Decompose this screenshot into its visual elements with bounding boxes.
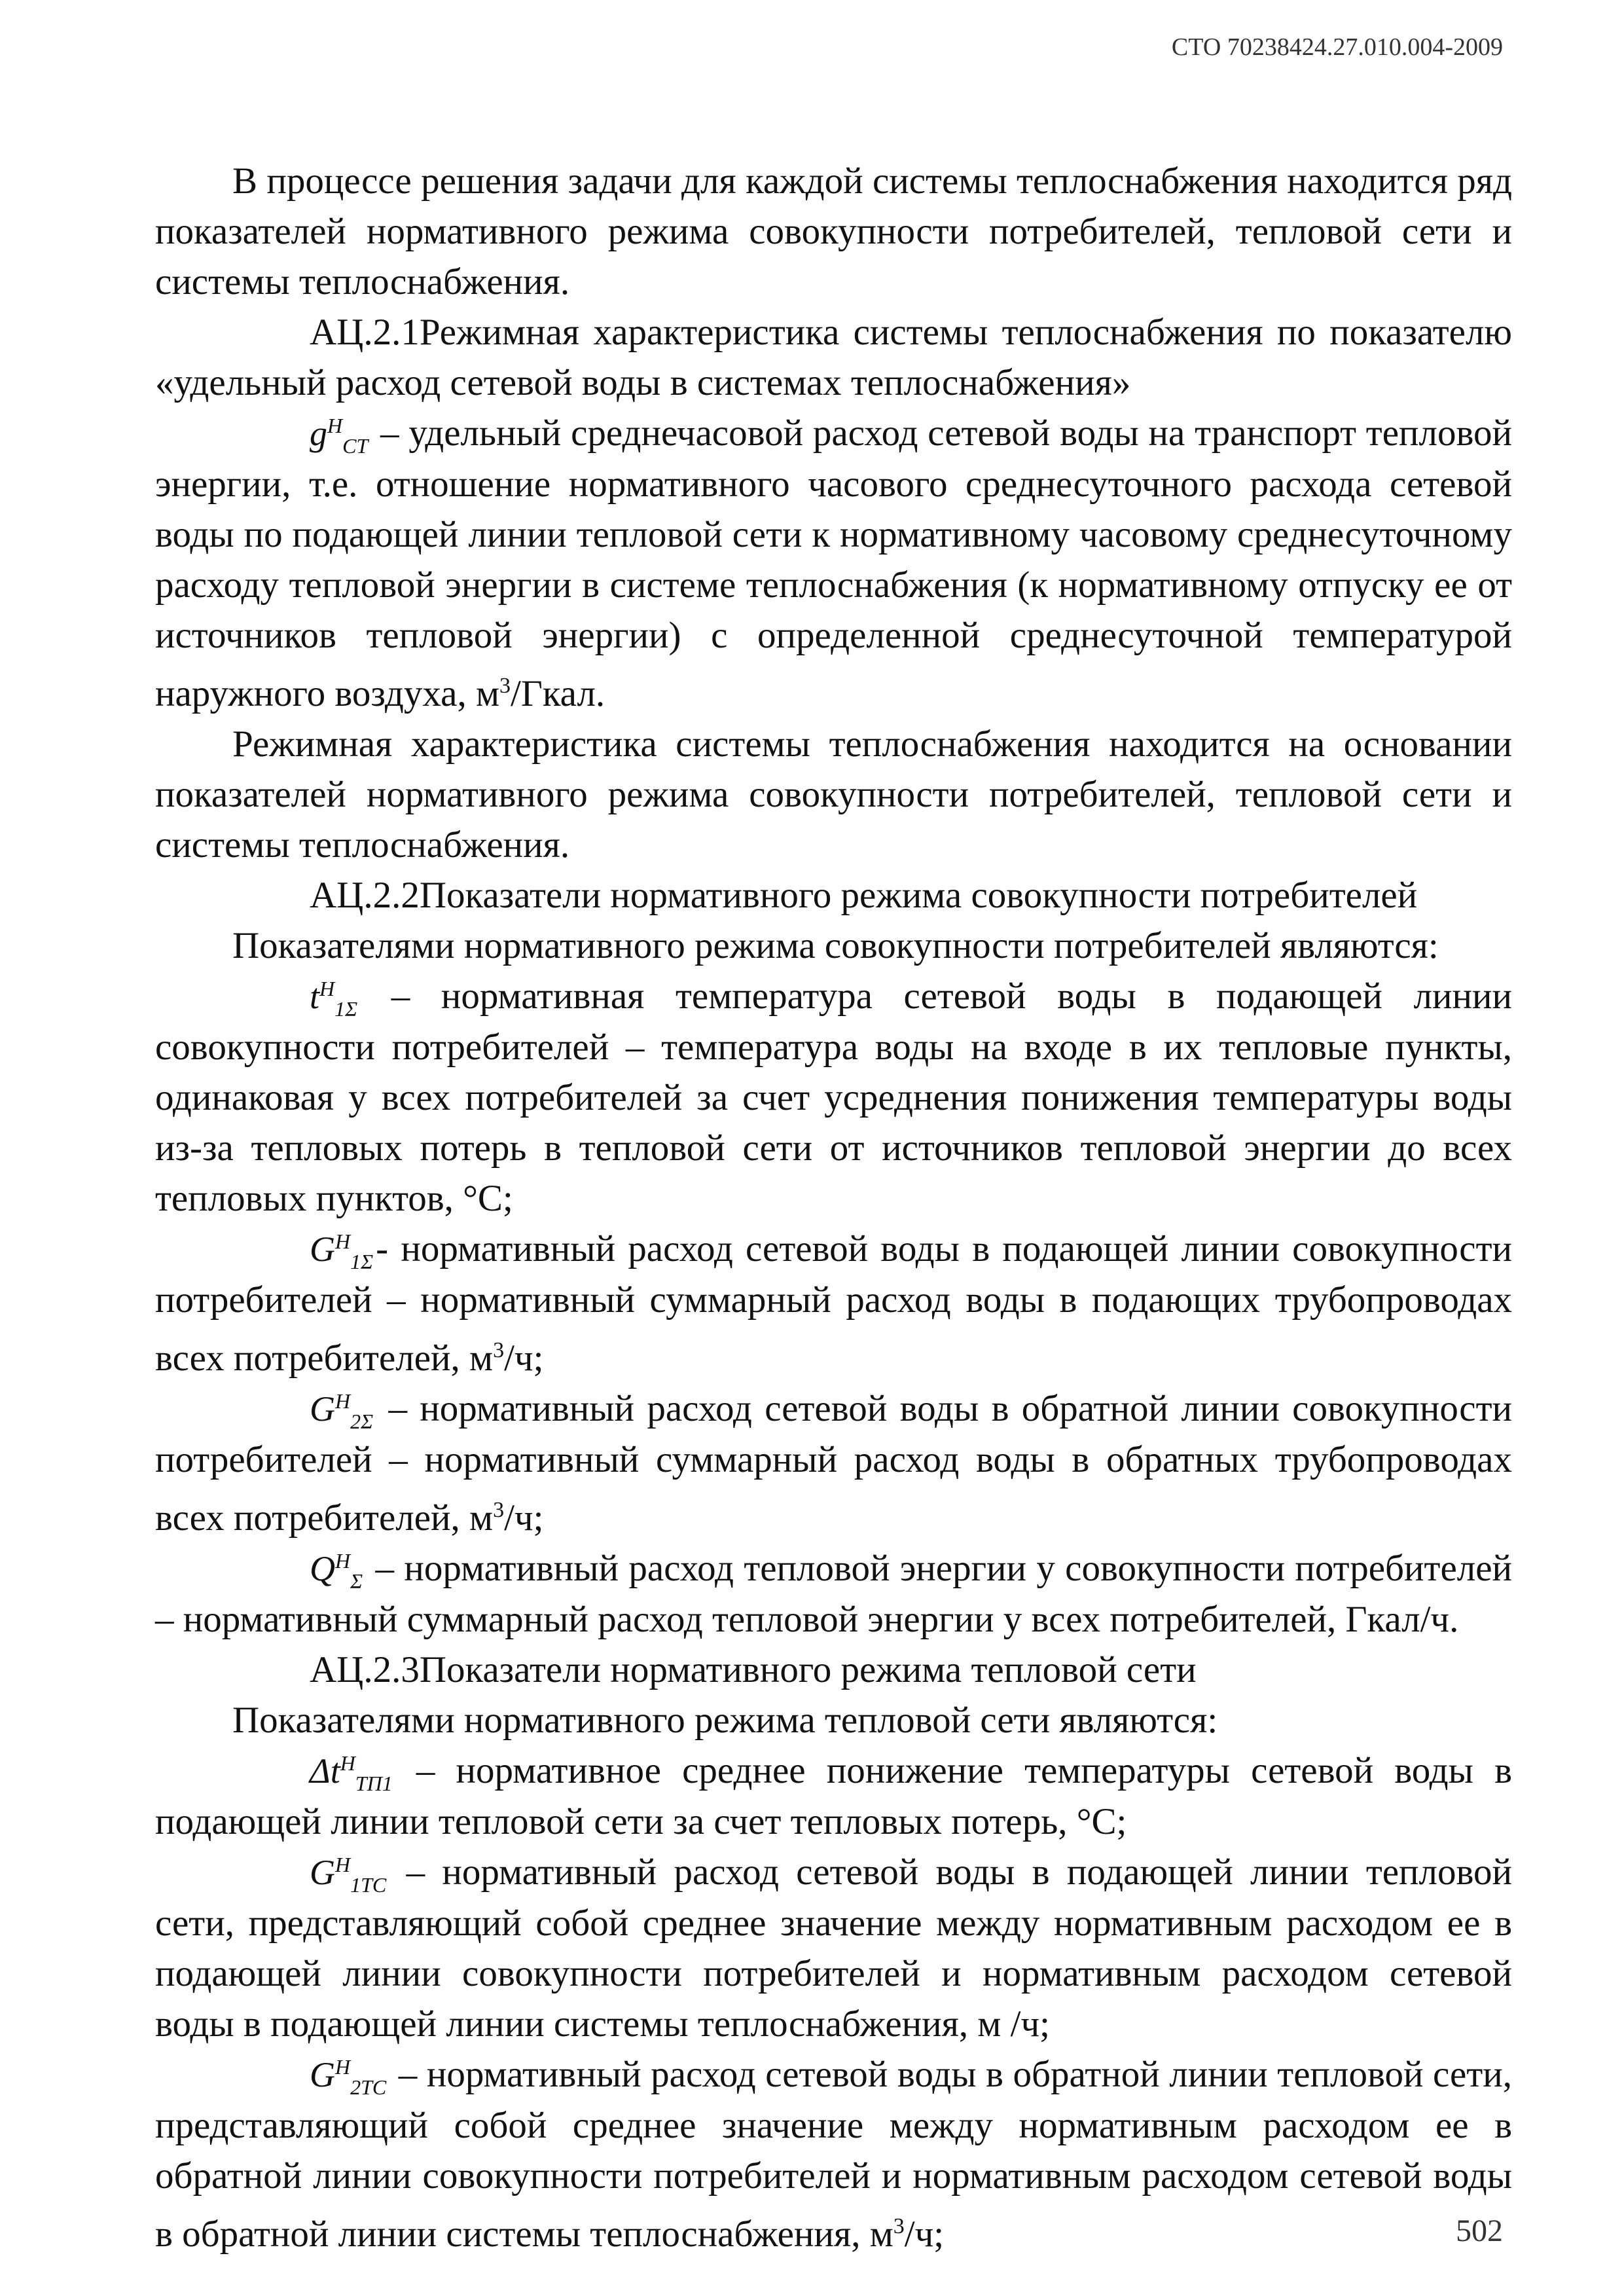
document-body [155, 156, 1512, 2259]
formula-symbol: $t^Н_{1\Sigma}$ [310, 977, 358, 1021]
regime-paragraph: Режимная характеристика системы теплоснабжения находится на основании показателей нормативного режима совокупности потребителей, тепловой сети и системы теплоснабжения. [155, 723, 1512, 866]
consumers-intro: Показателями нормативного режима совокупности потребителей являются: [232, 925, 1439, 966]
network-intro: Показателями нормативного режима тепловой сети являются: [232, 1700, 1218, 1741]
definition-dt [155, 1745, 1512, 1847]
definition-text: – нормативный расход тепловой энергии у совокупности потребителей – нормативный суммарный расход тепловой энергии у всех потребителей, Гкал/ч. [155, 1548, 1512, 1640]
formula-symbol: $g^Н_{СТ}$ [310, 414, 369, 458]
formula-symbol: $G^Н_{2ТС}$ [310, 2055, 387, 2099]
definition-g2tc: $G^Н_{2ТС}$ – нормативный расход сетевой воды в обратной линии тепловой сети, представляющий собой среднее значение между нормативным расходом ее в обратной линии совокупности потребителей и нормативным расходом сетевой воды в обратной линии системы теплоснабжения, $м^3/ч$; [155, 2049, 1512, 2259]
section-title: Режимная характеристика системы теплоснабжения по показателю «удельный расход сетевой воды в системах теплоснабжения» [155, 312, 1512, 403]
definition-text: – нормативное среднее понижение температуры сетевой воды в подающей линии тепловой сети за счет тепловых потерь, °С; [155, 1750, 1512, 1842]
definition-t1 [155, 971, 1512, 1224]
definition-text: – нормативная температура сетевой воды в подающей линии совокупности потребителей – температура воды на входе в их тепловые пункты, одинаковая у всех потребителей за счет усреднения понижения температуры воды из-за тепловых потерь в тепловой сети от источников тепловой энергии до всех тепловых пунктов, °С; [155, 975, 1512, 1219]
formula-symbol: $G^Н_{2\Sigma}$ [310, 1389, 374, 1433]
definition-text: – нормативный расход сетевой воды в обратной линии тепловой сети, представляющий собой среднее значение между нормативным расходом ее в обратной линии совокупности потребителей и нормативным расходом сетевой воды в обратной линии системы теплоснабжения, м [155, 2054, 1512, 2255]
intro-paragraph: В процессе решения задачи для каждой системы теплоснабжения находится ряд показателей нормативного режима совокупности потребителей, тепловой сети и системы теплоснабжения. [155, 160, 1512, 302]
section-number: АЦ.2.3 [310, 1649, 420, 1690]
section-number: АЦ.2.1 [310, 312, 420, 353]
definition-g1tc [155, 1847, 1512, 2049]
section-title: Показатели нормативного режима совокупности потребителей [419, 875, 1418, 916]
section-heading-ac-2-3 [155, 1645, 1512, 1695]
formula-symbol: $G^Н_{1\Sigma}$ [310, 1230, 374, 1273]
definition-text: – удельный среднечасовой расход сетевой воды на транспорт тепловой энергии, т.е. отношение нормативного часового среднесуточного расхода сетевой воды по подающей линии тепловой сети к нормативному часовому среднесуточному расходу тепловой энергии в системе теплоснабжения (к нормативному отпуску ее от источников тепловой энергии) с определенной среднесуточной температурой наружного воздуха, м [155, 412, 1512, 714]
section-heading-ac-2-2 [155, 870, 1512, 920]
section-title: Показатели нормативного режима тепловой сети [419, 1649, 1197, 1690]
formula-symbol: $Q^Н_\Sigma$ [310, 1549, 363, 1593]
formula-symbol: $G^Н_{1ТС}$ [310, 1853, 387, 1897]
definition-text: - нормативный расход сетевой воды в подающей линии совокупности потребителей – нормативный суммарный расход воды в подающих трубопроводах всех потребителей, м [155, 1228, 1512, 1379]
section-number: АЦ.2.2 [310, 875, 420, 916]
page-number: 502 [1456, 2214, 1503, 2248]
definition-text: – нормативный расход сетевой воды в подающей линии тепловой сети, представляющий собой среднее значение между нормативным расходом ее в подающей линии совокупности потребителей и нормативным расходом сетевой воды в подающей линии системы теплоснабжения, м /ч; [155, 1851, 1513, 2045]
definition-q [155, 1543, 1512, 1645]
section-heading-ac-2-1 [155, 307, 1512, 408]
formula-symbol: $\Delta t^Н_{ТП1}$ [310, 1751, 393, 1795]
document-code: СТО 70238424.27.010.004-2009 [1171, 33, 1503, 61]
definition-g-ct: $g^Н_{СТ}$ – удельный среднечасовой расход сетевой воды на транспорт тепловой энергии, т.е. отношение нормативного часового среднесуточного расхода сетевой воды по подающей линии тепловой сети к нормативному часовому среднесуточному расходу тепловой энергии в системе теплоснабжения (к нормативному отпуску ее от источников тепловой энергии) с определенной среднесуточной температурой наружного воздуха, $м^3$/Гкал. [155, 408, 1512, 719]
definition-g2: $G^Н_{2\Sigma}$ – нормативный расход сетевой воды в обратной линии совокупности потребителей – нормативный суммарный расход воды в обратных трубопроводах всех потребителей, $м^3/ч$; [155, 1383, 1512, 1543]
definition-text: – нормативный расход сетевой воды в обратной линии совокупности потребителей – нормативный суммарный расход воды в обратных трубопроводах всех потребителей, м [155, 1388, 1512, 1539]
definition-g1: $G^Н_{1\Sigma}-$ нормативный расход сетевой воды в подающей линии совокупности потребителей – нормативный суммарный расход воды в подающих трубопроводах всех потребителей, $м^3/ч$; [155, 1224, 1512, 1383]
